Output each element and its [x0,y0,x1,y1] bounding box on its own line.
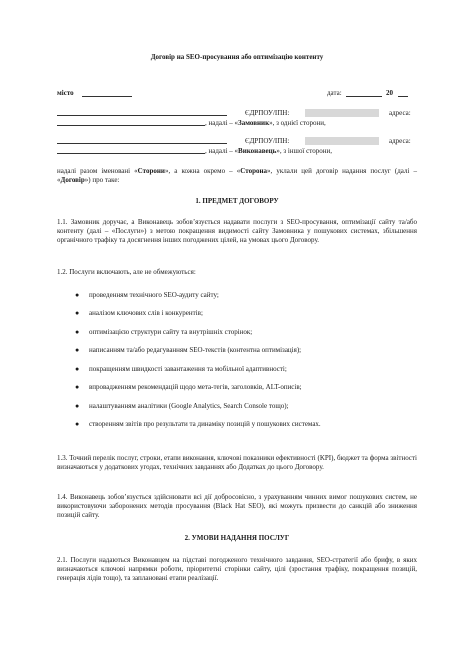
section2-heading: 2. УМОВИ НАДАННЯ ПОСЛУГ [184,534,290,542]
bullet-item: налаштуванням аналітики (Google Analytics, Search Console тощо); [89,402,289,410]
customer-address-label: адреса: [389,109,411,117]
executor-address-label: адреса: [389,137,411,145]
year-blank[interactable] [398,88,408,97]
bullet-item: написанням та/або редагуванням SEO-текстів (контентна оптимізація); [89,346,302,354]
bullet-item: створенням звітів про результати та динаміку позицій у пошукових системах. [89,420,321,428]
clause-1-3: 1.3. Точний перелік послуг, строки, етапи виконання, ключові показники ефективності (KPI), бюджет та форма звітності визначаються у додаткових угодах, технічних завданнях або Додатках до цього Договору. [57,454,417,471]
bullet-icon: ● [75,420,80,428]
date-year-prefix: 20 [386,89,393,97]
city-label: місто [57,89,74,97]
executor-code-label: ЄДРПОУ/ІПН: [245,137,290,145]
document-title: Договір на SEO-просування або оптимізацію контенту [150,53,324,61]
executor-name-blank-2[interactable] [57,145,205,154]
bullet-item: проведенням технічного SEO-аудиту сайту; [89,291,219,299]
executor-code-field[interactable] [305,137,379,145]
executor-role-line: , надалі – «Виконавець», з іншої сторони, [205,147,332,155]
section1-heading: 1. ПРЕДМЕТ ДОГОВОРУ [195,197,279,205]
bullet-icon: ● [75,328,80,336]
customer-name-blank-1[interactable] [57,107,227,116]
customer-code-label: ЄДРПОУ/ІПН: [245,109,290,117]
customer-role-line: , надалі – «Замовник», з однієї сторони, [205,119,326,127]
clause-2-1: 2.1. Послуги надаються Виконавцем на підставі погодженого технічного завдання, SEO-стратегії або брифу, в яких визначаються ключові напрямки роботи, пріоритетні сторінки сайту, цілі (зростання трафіку, покращення позицій, генерація лідів тощо), та заплановані етапи реалізації. [57,556,417,582]
intro-paragraph: надалі разом іменовані «Сторони», а кожна окремо – «Сторона», уклали цей договір надання послуг (далі – «Договір») про таке: [57,167,417,184]
bullet-item: оптимізацією структури сайту та внутрішніх сторінок; [89,328,253,336]
bullet-icon: ● [75,291,80,299]
date-label: дата: [327,89,342,97]
bullet-icon: ● [75,346,80,354]
customer-name-blank-2[interactable] [57,117,205,126]
bullet-icon: ● [75,365,80,373]
clause-1-4: 1.4. Виконавець зобов’язується здійснювати всі дії добросовісно, з урахуванням чинних вимог пошукових систем, не використовуючи заборонених методів просування (Black Hat SEO), які можуть призвести до санкцій або зниження позицій сайту. [57,493,417,519]
clause-1-1: 1.1. Замовник доручає, а Виконавець зобов’язується надавати послуги з SEO-просування, оптимізації сайту та/або контенту (далі – «Послуги») з метою покращення видимості сайту Замовника у пошукових системах, збільшення органічного трафіку та досягнення інших погоджених цілей, на умовах цього Договору. [57,218,417,244]
bullet-icon: ● [75,402,80,410]
customer-code-field[interactable] [305,109,379,117]
executor-name-blank-1[interactable] [57,135,227,144]
city-blank[interactable] [82,88,132,97]
bullet-item: покращенням швидкості завантаження та мобільної адаптивності; [89,365,287,373]
bullet-icon: ● [75,309,80,317]
bullet-icon: ● [75,383,80,391]
clause-1-2: 1.2. Послуги включають, але не обмежуються: [57,268,196,276]
date-blank[interactable] [346,88,382,97]
bullet-item: впровадженням рекомендацій щодо мета-тегів, заголовків, ALT-описів; [89,383,302,391]
bullet-item: аналізом ключових слів і конкурентів; [89,309,203,317]
